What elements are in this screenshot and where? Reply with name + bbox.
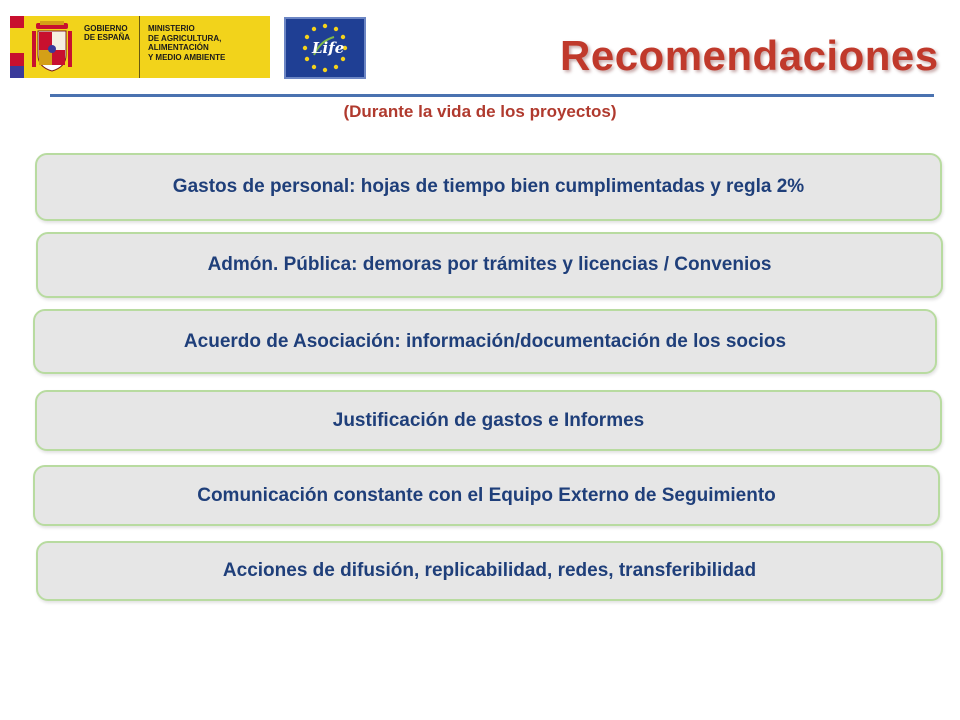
- recommendation-text: Admón. Pública: demoras por trámites y licencias / Convenios: [207, 254, 772, 275]
- ministry-line1: MINISTERIO: [148, 24, 195, 33]
- recommendation-box: [36, 541, 943, 601]
- government-logo: [10, 16, 270, 78]
- recommendation-box: [35, 153, 942, 221]
- recommendation-box: [35, 390, 942, 451]
- ministry-label: [140, 16, 270, 78]
- recommendation-box: [36, 232, 943, 298]
- recommendation-box: [33, 309, 937, 374]
- life-text: Life: [312, 39, 345, 57]
- page-subtitle: (Durante la vida de los proyectos): [343, 102, 617, 121]
- recommendation-text: Comunicación constante con el Equipo Externo de Seguimiento: [197, 484, 776, 506]
- spain-flag-stripe: [10, 16, 24, 78]
- ministry-line3: Y MEDIO AMBIENTE: [148, 52, 226, 62]
- life-logo: [284, 17, 366, 79]
- coat-of-arms-icon: [24, 16, 80, 78]
- recommendation-text: Gastos de personal: hojas de tiempo bien cumplimentadas y regla 2%: [172, 176, 805, 197]
- government-label: [80, 16, 140, 78]
- ministry-line2: DE AGRICULTURA, ALIMENTACIÓN: [148, 33, 222, 53]
- recommendation-text: Acuerdo de Asociación: información/documentación de los socios: [183, 330, 787, 352]
- title-divider: [50, 94, 934, 97]
- gov-line2: DE ESPAÑA: [84, 33, 131, 43]
- recommendation-text: Acciones de difusión, replicabilidad, redes, transferibilidad: [222, 560, 757, 581]
- recommendation-text: Justificación de gastos e Informes: [332, 409, 645, 431]
- recommendation-box: [33, 465, 940, 526]
- gov-line1: GOBIERNO: [84, 24, 128, 33]
- page-title: Recomendaciones: [560, 32, 939, 79]
